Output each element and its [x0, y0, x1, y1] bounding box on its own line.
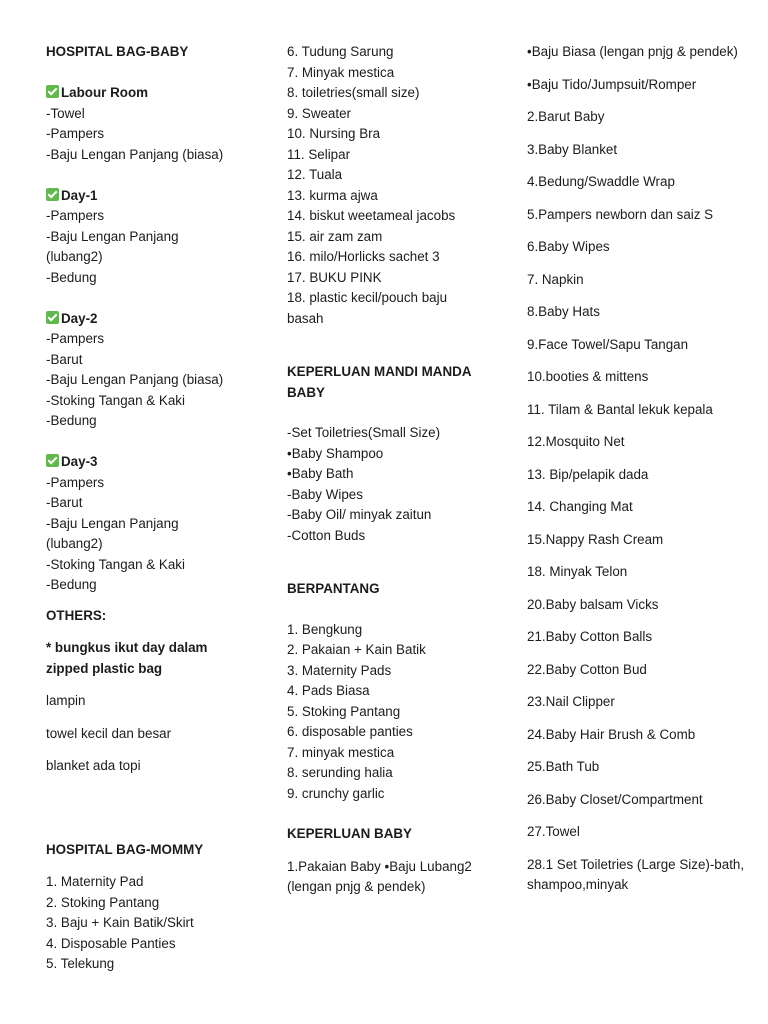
section-heading-day-2: Day-2 [46, 309, 276, 330]
list-item: 4. Disposable Panties [46, 935, 176, 951]
section-heading-day-3: Day-3 [46, 452, 276, 473]
list-item: 14. biskut weetameal jacobs [287, 208, 456, 223]
list-item: 2.Barut Baby [527, 109, 605, 124]
list-item: 8. toiletries(small size) [287, 85, 420, 100]
list-item: (lengan pnjg & pendek) [287, 879, 426, 894]
list-item: •Baby Bath [287, 466, 354, 481]
list-item: 10.booties & mittens [527, 369, 649, 384]
list-item: 9. Sweater [287, 105, 352, 121]
list-item: •Baju Tido/Jumpsuit/Romper [527, 76, 697, 92]
list-item: 5. Stoking Pantang [287, 703, 401, 719]
list-item: -Barut [46, 351, 83, 367]
checkbox-checked-icon [46, 85, 59, 98]
list-item: 9. crunchy garlic [287, 785, 385, 801]
list-item: 4.Bedung/Swaddle Wrap [527, 174, 675, 189]
list-item: (lubang2) [46, 536, 103, 551]
mommy-bag-heading: HOSPITAL BAG-MOMMY [46, 841, 204, 857]
others-note: zipped plastic bag [46, 660, 163, 676]
list-item: 9.Face Towel/Sapu Tangan [527, 336, 689, 352]
list-item: 18. plastic kecil/pouch baju [287, 290, 448, 305]
list-item: 23.Nail Clipper [527, 694, 615, 709]
section-heading-labour-room: Labour Room [46, 83, 276, 104]
list-item: -Baby Wipes [287, 486, 363, 502]
list-item: 24.Baby Hair Brush & Comb [527, 726, 696, 742]
pantang-heading: BERPANTANG [287, 581, 380, 596]
list-item: -Towel [46, 105, 85, 121]
list-item: 4. Pads Biasa [287, 683, 370, 698]
list-item: 11. Tilam & Bantal lekuk kepala [527, 401, 713, 417]
list-item: -Pampers [46, 208, 105, 223]
list-item: -Stoking Tangan & Kaki [46, 392, 185, 408]
list-item: 8.Baby Hats [527, 304, 600, 319]
mandi-heading: KEPERLUAN MANDI MANDA [287, 364, 472, 379]
others-note: * bungkus ikut day dalam [46, 640, 208, 655]
baby-bag-title: HOSPITAL BAG-BABY [46, 44, 189, 59]
list-item: 7. Napkin [527, 271, 584, 287]
list-item: -Bedung [46, 577, 97, 592]
column-right [527, 42, 762, 896]
list-item: 8. serunding halia [287, 765, 393, 780]
checkbox-checked-icon [46, 311, 59, 324]
list-item: 27.Towel [527, 824, 580, 839]
list-item: -Bedung [46, 413, 97, 428]
list-item: 14. Changing Mat [527, 499, 633, 514]
list-item: •Baby Shampoo [287, 445, 384, 461]
column-left [46, 42, 276, 975]
list-item: -Baju Lengan Panjang (biasa) [46, 372, 224, 387]
list-item: lampin [46, 693, 86, 708]
others-heading: OTHERS: [46, 607, 107, 623]
list-item: 15.Nappy Rash Cream [527, 531, 664, 547]
list-item: 13. kurma ajwa [287, 187, 378, 203]
list-item: 10. Nursing Bra [287, 126, 381, 141]
list-item: -Stoking Tangan & Kaki [46, 556, 185, 572]
list-item: 7. minyak mestica [287, 744, 395, 760]
list-item: 7. Minyak mestica [287, 64, 395, 80]
list-item: -Cotton Buds [287, 527, 366, 543]
list-item: •Baju Biasa (lengan pnjg & pendek) [527, 44, 738, 59]
list-item: 26.Baby Closet/Compartment [527, 791, 703, 807]
list-item: 12. Tuala [287, 167, 343, 182]
list-item: 5. Telekung [46, 956, 115, 971]
list-item: 18. Minyak Telon [527, 564, 628, 579]
mandi-heading: BABY [287, 384, 325, 400]
list-item: -Pampers [46, 474, 105, 490]
list-item: -Baju Lengan Panjang [46, 515, 179, 531]
list-item: 17. BUKU PINK [287, 269, 382, 285]
list-item: -Pampers [46, 331, 105, 346]
list-item: 3. Baju + Kain Batik/Skirt [46, 915, 194, 930]
list-item: -Barut [46, 495, 83, 510]
list-item: 3.Baby Blanket [527, 141, 618, 157]
list-item: 11. Selipar [287, 146, 351, 162]
section-heading-day-1: Day-1 [46, 186, 276, 207]
list-item: -Baju Lengan Panjang [46, 228, 179, 244]
list-item: 1.Pakaian Baby •Baju Lubang2 [287, 858, 472, 874]
list-item: -Set Toiletries(Small Size) [287, 425, 441, 440]
list-item: 12.Mosquito Net [527, 434, 625, 449]
list-item: basah [287, 310, 324, 326]
list-item: 25.Bath Tub [527, 759, 600, 774]
list-item: 5.Pampers newborn dan saiz S [527, 206, 714, 222]
list-item: 6. disposable panties [287, 724, 413, 739]
list-item: 13. Bip/pelapik dada [527, 466, 649, 482]
keperluan-baby-heading: KEPERLUAN BABY [287, 826, 412, 841]
list-item: towel kecil dan besar [46, 725, 172, 741]
list-item: 21.Baby Cotton Balls [527, 629, 653, 644]
list-item: 1. Bengkung [287, 621, 363, 637]
list-item: 6.Baby Wipes [527, 239, 610, 254]
list-item: -Baby Oil/ minyak zaitun [287, 507, 432, 522]
list-item: 16. milo/Horlicks sachet 3 [287, 249, 440, 264]
list-item: -Bedung [46, 269, 97, 285]
list-item: 22.Baby Cotton Bud [527, 661, 647, 677]
list-item: blanket ada topi [46, 758, 141, 773]
list-item: (lubang2) [46, 249, 103, 264]
list-item: 2. Stoking Pantang [46, 894, 160, 910]
column-middle [287, 42, 507, 898]
list-item: -Baju Lengan Panjang (biasa) [46, 146, 224, 162]
list-item: 1. Maternity Pad [46, 874, 144, 889]
list-item: -Pampers [46, 126, 105, 141]
list-item: 20.Baby balsam Vicks [527, 596, 659, 612]
list-item: 6. Tudung Sarung [287, 44, 394, 59]
list-item: 28.1 Set Toiletries (Large Size)-bath, shampoo,minyak [527, 856, 745, 892]
list-item: 3. Maternity Pads [287, 662, 392, 678]
checkbox-checked-icon [46, 188, 59, 201]
checkbox-checked-icon [46, 454, 59, 467]
list-item: 2. Pakaian + Kain Batik [287, 642, 426, 657]
list-item: 15. air zam zam [287, 228, 383, 244]
